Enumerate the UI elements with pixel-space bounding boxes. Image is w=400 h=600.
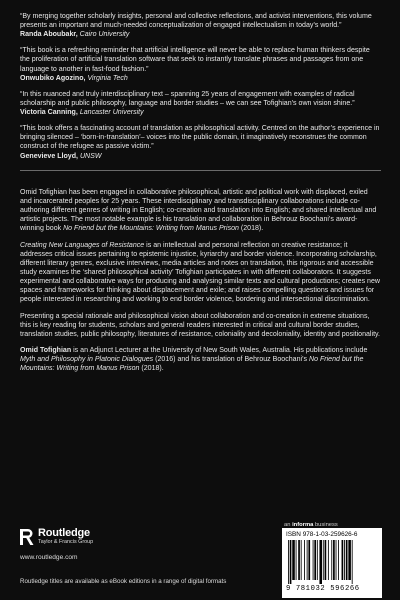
endorser-name: Onwubiko Agozino <box>20 74 84 82</box>
attribution-separator: , <box>75 109 78 117</box>
endorsement-attribution <box>20 74 381 83</box>
barcode-bar <box>290 540 292 584</box>
bio-text: (2018). <box>139 365 164 373</box>
barcode-bar <box>304 540 305 580</box>
barcode-bar <box>333 540 335 580</box>
description-text: is an intellectual and personal reflection on creative resistance; it addresses critical issues pertaining to epistemic injustice, kyriarchy and border violence. Incorporating scholarship, different literary genres, exclusive interviews, media articles and notes on translation, this rigorous and accessible study examines the ‘shared philosophical activity’ Tofighian participates in with different collaborators. It suggests experimental and collaborative ways for producing and analysing similar texts and cultural productions; creates new spaces and frameworks for thinking about displacement and exile; and raises compelling questions and issues for people interested in researching and working to end border violence, bordering and intersectional discrimination. <box>20 241 380 304</box>
description-text: (2018). <box>238 225 264 233</box>
publisher-wordmark <box>38 528 93 546</box>
endorsement-text: “By merging together scholarly insights, personal and collective reflections, and activist interventions, this volume presents an important and much-needed conceptualization of engaged intellectualism in today’s world.” <box>20 13 372 30</box>
barcode-bar <box>328 540 329 580</box>
endorser-affiliation: Virginia Tech <box>87 74 128 82</box>
imprint-suffix: business <box>313 522 338 528</box>
barcode-bar <box>292 540 295 580</box>
barcode-bar <box>319 540 322 584</box>
endorsement-attribution <box>20 30 381 39</box>
book-description <box>20 188 381 374</box>
description-text: Omid Tofighian has been engaged in collaborative philosophical, artistic and political work with displaced, exiled and incarcerated peoples for 25 years. These interdisciplinary and transdisciplinary collaborations include co-authoring different genres of writing in English; co-creation and translation into English; and shared intellectual and artistic projects. The most notable example is his translation and collaboration in Behrouz Boochani’s award-winning book <box>20 188 377 233</box>
book-title-reference: No Friend but the Mountains: Writing from Manus Prison <box>63 225 239 233</box>
bio-text: (2016) and his translation of Behrouz Boochani’s <box>153 356 309 364</box>
endorsement-text: “This book offers a fascinating account of translation as philosophical activity. Centred on the author’s experience in bringing silenced – ‘born-in-translation’– voices into the public domain, it imaginatively reconstrues the common construct of the refugee as passive victim.” <box>20 125 380 151</box>
publisher-logo <box>20 528 93 546</box>
endorsement-text: “In this nuanced and truly interdisciplinary text – spanning 25 years of engagement with examples of radical scholarship and public philosophy, language and border studies – we can see Tofighian’s own vision shine.” <box>20 90 355 107</box>
imprint-prefix: an <box>284 522 293 528</box>
endorsement-3 <box>20 90 381 117</box>
endorsement-2 <box>20 46 381 82</box>
barcode-bar <box>336 540 337 580</box>
barcode-bar <box>307 540 308 580</box>
barcode-bar <box>317 540 318 580</box>
barcode-bar <box>331 540 332 580</box>
barcode-bar <box>308 540 310 580</box>
description-paragraph-2 <box>20 241 381 305</box>
barcode-bar <box>314 540 316 580</box>
endorser-name: Victoria Canning <box>20 109 76 117</box>
endorsements <box>20 12 381 161</box>
barcode-bar <box>325 540 327 580</box>
endorser-name: Randa Aboubakr <box>20 31 76 39</box>
barcode-bar <box>323 540 324 580</box>
barcode-bar <box>344 540 345 580</box>
barcode-bar <box>342 540 344 580</box>
publisher-name: Routledge <box>38 527 90 539</box>
barcode-bar <box>298 540 300 580</box>
routledge-r-logo-icon <box>20 529 34 545</box>
barcode-bar <box>296 540 297 580</box>
bio-text: is an Adjunct Lecturer at the University of New South Wales, Australia. His publications include <box>71 347 368 355</box>
section-divider <box>20 170 381 171</box>
barcode-bar <box>338 540 339 580</box>
author-bio <box>20 346 381 373</box>
barcode-panel <box>282 528 382 598</box>
barcode-bar <box>346 540 348 580</box>
barcode-digits: 9 781032 596266 <box>286 585 360 593</box>
author-name: Omid Tofighian <box>20 347 72 355</box>
barcode-bar <box>352 540 353 584</box>
description-paragraph-3: Presenting a special rationale and philosophical vision about collaboration and co-creation in extreme situations, this is key reading for students, scholars and general readers interested in critical and cultural border studies, translation studies, public philosophy, literatures of resistance, coloniality and decoloniality, identity and positionality. <box>20 312 380 338</box>
publication-title: No Friend but the Mountains: Writing from Manus Prison <box>20 356 364 373</box>
barcode-bar <box>288 540 289 584</box>
endorsement-text: “This book is a refreshing reminder that artificial intelligence will never be able to replace human thinkers despite the proliferation of artificial translation software that seek to instantly translate phrases and passages from one language to another in fast-food fashion.” <box>20 47 370 73</box>
barcode-bar <box>313 540 314 580</box>
endorsement-1 <box>20 12 381 39</box>
publication-title: Myth and Philosophy in Platonic Dialogues <box>20 356 154 364</box>
attribution-separator: , <box>83 74 86 82</box>
barcode-bar <box>301 540 302 580</box>
publisher-url[interactable]: www.routledge.com <box>20 554 78 561</box>
endorser-affiliation: Cairo University <box>79 31 130 39</box>
attribution-separator: , <box>75 31 78 39</box>
endorsement-attribution <box>20 108 381 117</box>
endorser-affiliation: Lancaster University <box>79 109 144 117</box>
ebook-note: Routledge titles are available as eBook editions in a range of digital formats <box>20 578 227 585</box>
publisher-group: Taylor & Francis Group <box>38 539 94 545</box>
barcode-bar <box>348 540 351 580</box>
imprint-brand: informa <box>292 522 314 528</box>
book-title: Creating New Languages of Resistance <box>20 241 145 249</box>
isbn-label: ISBN 978-1-03-259626-6 <box>286 531 358 538</box>
endorser-name: Genevieve Lloyd <box>20 152 77 160</box>
endorser-affiliation: UNSW <box>79 152 102 160</box>
attribution-separator: , <box>76 152 78 160</box>
description-paragraph-1 <box>20 188 381 234</box>
endorsement-attribution <box>20 152 381 161</box>
endorsement-4 <box>20 124 381 160</box>
barcode-graphic <box>286 540 378 584</box>
